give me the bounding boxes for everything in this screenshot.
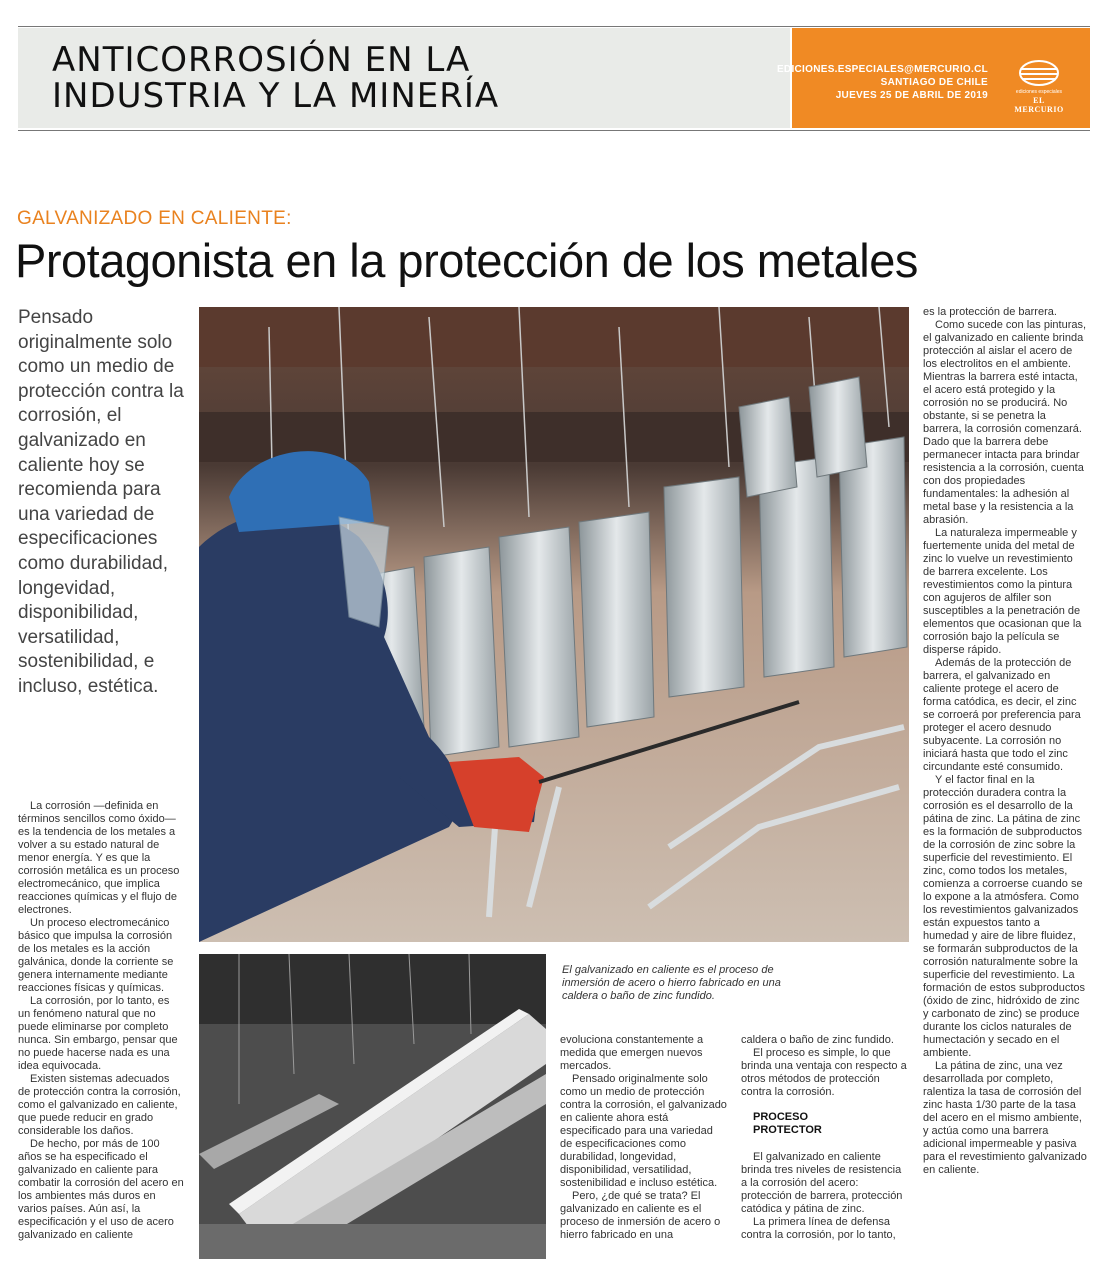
galvanizing-worker-illustration: [199, 307, 909, 942]
secondary-photo: [199, 954, 546, 1259]
body-paragraph: La naturaleza impermeable y fuertemente unida del metal de zinc lo vuelve un revestimiento de barrera excelente. Los revestimientos como la pintura con agujeros de alfiler son susceptibles a la penetración de elementos que ocasionan que la corrosión bajo la película se disperse rápido.: [923, 527, 1082, 656]
logo-name: EL MERCURIO: [1014, 96, 1064, 114]
body-column-4: [923, 306, 1087, 1177]
body-column-1: [18, 800, 184, 1242]
article-kicker: GALVANIZADO EN CALIENTE:: [17, 208, 292, 229]
body-paragraph: De hecho, por más de 100 años se ha especificado el galvanizado en caliente para combatir la corrosión del acero en los ambientes más duros en varios países. Aún así, la especificación y el uso de acero galvanizado en caliente: [18, 1138, 184, 1241]
edition-info: [777, 63, 988, 102]
el-mercurio-logo: [1008, 58, 1070, 114]
edition-box: [776, 28, 1090, 128]
body-paragraph: Un proceso electromecánico básico que impulsa la corrosión de los metales es la acción galvánica, donde la corriente se genera internamente mediante reacciones físicas y químicas.: [18, 917, 174, 994]
section-subhead: [753, 1111, 909, 1137]
body-paragraph: Existen sistemas adecuados de protección contra la corrosión, como el galvanizado en caliente, que puede reducir en grado considerable los daños.: [18, 1073, 181, 1137]
top-rule: [18, 26, 1090, 27]
body-paragraph: Como sucede con las pinturas, el galvanizado en caliente brinda protección al aislar el acero de los electrolitos en el ambiente. Mientras la barrera esté intacta, el acero está protegido y la corrosión no se producirá. No obstante, si se penetra la barrera, la corrosión comenzará. Dado que la barrera debe permanecer intacta para brindar resistencia a la corrosión, cuenta con dos propiedades fundamentales: la adhesión al metal base y la resistencia a la abrasión.: [923, 319, 1087, 526]
logo-small-text: ediciones especiales: [1015, 89, 1063, 95]
article-lead: Pensado originalmente solo como un medio de protección contra la corrosión, el galvanizado en caliente hoy se recomienda para una variedad de especificaciones como durabilidad, longevidad, disponibilidad, versatilidad, sostenibilidad, e incluso, estética.: [18, 307, 184, 697]
section-title: ANTICORROSIÓN EN LA INDUSTRIA Y LA MINERÍA: [52, 40, 500, 116]
body-paragraph: La primera línea de defensa contra la corrosión, por lo tanto,: [741, 1216, 896, 1241]
photo-caption: El galvanizado en caliente es el proceso de inmersión de acero o hierro fabricado en una caldera o baño de zinc fundido.: [562, 964, 781, 1002]
body-paragraph-continued: es la protección de barrera.: [923, 306, 1057, 318]
subhead-text: PROCESO PROTECTOR: [753, 1111, 822, 1136]
edition-email: EDICIONES.ESPECIALES@MERCURIO.CL: [776, 64, 988, 75]
header-bottom-rule: [18, 130, 1090, 131]
body-paragraph: La corrosión —definida en términos sencillos como óxido— es la tendencia de los metales a volver a su estado natural de menor energía. Y es que la corrosión metálica es un proceso electromecánico, que implica reacciones químicas y el flujo de electrones.: [18, 800, 180, 916]
body-column-2: [560, 1034, 728, 1242]
body-paragraph-continued: caldera o baño de zinc fundido.: [741, 1034, 894, 1046]
body-paragraph: La corrosión, por lo tanto, es un fenómeno natural que no puede eliminarse por completo nunca. Sin embargo, pensar que no puede hacerse nada es una idea equivocada.: [18, 995, 178, 1072]
body-paragraph-continued: evoluciona constantemente a medida que emergen nuevos mercados.: [560, 1034, 704, 1072]
edition-city: SANTIAGO DE CHILE: [880, 77, 988, 88]
body-paragraph: El galvanizado en caliente brinda tres niveles de resistencia a la corrosión del acero: protección de barrera, protección catódica y pátina de zinc.: [741, 1151, 903, 1215]
body-paragraph: Y el factor final en la protección duradera contra la corrosión es el desarrollo de la pátina de zinc. La pátina de zinc es la formación de subproductos de la corrosión de zinc sobre la superficie del revestimiento. El zinc, como todos los metales, comienza a corroerse cuando se lo expone a la atmósfera. Como los revestimientos galvanizados están expuestos tanto a humedad y aire de libre fluidez, se formarán subproductos de la corrosión naturalmente sobre la superficie del revestimiento. La formación de estos subproductos (óxido de zinc, hidróxido de zinc y carbonato de zinc) se produce durante los ciclos naturales de humectación y secado en el ambiente.: [923, 774, 1086, 1059]
edition-date: JUEVES 25 DE ABRIL DE 2019: [835, 90, 988, 101]
body-paragraph: La pátina de zinc, una vez desarrollada por completo, ralentiza la tasa de corrosión del zinc hasta 1/30 parte de la tasa del acero en el mismo ambiente, y actúa como una barrera adicional impermeable y pasiva para el revestimiento galvanizado en caliente.: [923, 1060, 1087, 1176]
body-paragraph: Pero, ¿de qué se trata? El galvanizado en caliente es el proceso de inmersión de acero o hierro fabricado en una: [560, 1190, 721, 1241]
body-column-3: [741, 1034, 909, 1242]
logo-emblem-icon: [1017, 58, 1061, 88]
body-paragraph: El proceso es simple, lo que brinda una ventaja con respecto a otros métodos de protección contra la corrosión.: [741, 1047, 907, 1098]
body-paragraph: Además de la protección de barrera, el galvanizado en caliente protege el acero de forma catódica, es decir, el zinc se corroerá por preferencia para proteger el acero desnudo subyacente. La corrosión no iniciará hasta que todo el zinc circundante esté consumido.: [923, 657, 1081, 773]
main-photo: [199, 307, 909, 942]
body-paragraph: Pensado originalmente solo como un medio de protección contra la corrosión, el galvanizado en caliente ahora está especificado para una variedad de especificaciones como durabilidad, longevidad, disponibilidad, versatilidad, sostenibilidad e incluso estética.: [560, 1073, 727, 1189]
galvanized-beams-illustration: [199, 954, 546, 1259]
article-headline: Protagonista en la protección de los metales: [15, 234, 918, 287]
